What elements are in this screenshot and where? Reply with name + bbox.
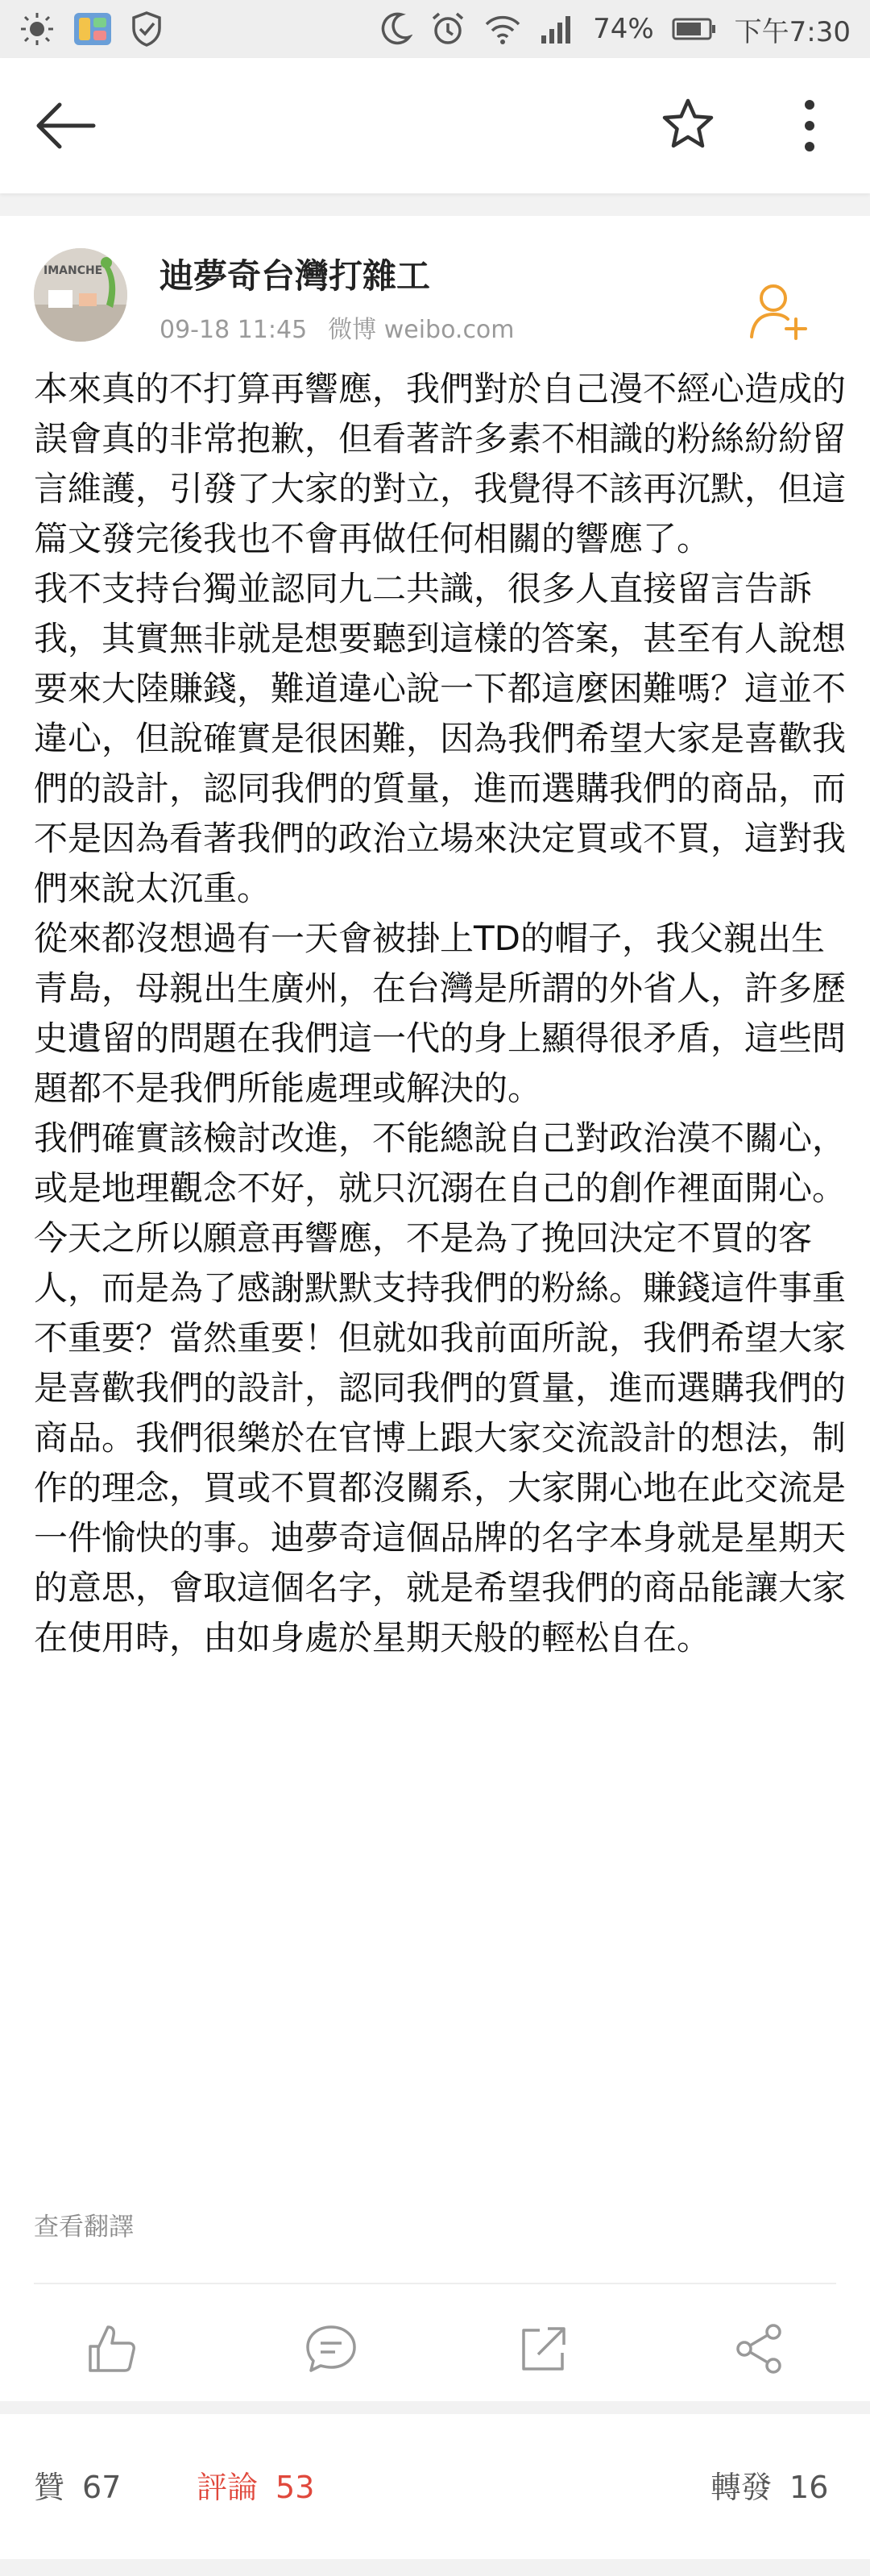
- alarm-icon: [430, 11, 466, 47]
- arrow-left-icon: [32, 100, 98, 151]
- author-name[interactable]: 迪夢奇台灣打雜工: [160, 256, 431, 296]
- reposts-tab[interactable]: [710, 2462, 828, 2507]
- post-paragraph: 本來真的不打算再響應，我們對於自己漫不經心造成的誤會真的非常抱歉，但看著許多素不相識的粉絲紛紛留言維護，引發了大家的對立，我覺得不該再沉默，但這篇文發完後我也不會再做任何相關的響應了。: [34, 369, 847, 558]
- post-paragraph: 從來都沒想過有一天會被掛上TD的帽子，我父親出生青島，母親出生廣州，在台灣是所謂的外省人，許多歷史遺留的問題在我們這一代的身上顯得很矛盾，這些問題都不是我們所能處理或解決的。: [34, 919, 847, 1108]
- battery-percent: 74%: [593, 13, 654, 45]
- favorite-button[interactable]: [661, 97, 715, 151]
- wifi-icon: [483, 13, 522, 45]
- share-button[interactable]: [731, 2321, 788, 2377]
- repost-icon: [516, 2321, 572, 2377]
- add-user-icon: [748, 280, 812, 342]
- likes-label: 贊: [34, 2470, 65, 2505]
- avatar-image: [34, 248, 127, 342]
- signal-icon: [540, 13, 575, 45]
- repost-button[interactable]: [516, 2321, 572, 2377]
- post-time: 09-18 11:45: [160, 316, 308, 344]
- post-content: [34, 364, 847, 1663]
- post-source: 微博 weibo.com: [328, 316, 515, 344]
- comment-icon: [303, 2321, 359, 2377]
- share-icon: [731, 2321, 788, 2377]
- more-vertical-icon: [789, 93, 830, 158]
- status-bar: [0, 0, 870, 58]
- star-icon: [661, 97, 715, 151]
- app-notification-icon: [72, 10, 113, 48]
- more-options-button[interactable]: [789, 93, 830, 158]
- avatar[interactable]: [34, 248, 127, 342]
- comments-label: 評論: [197, 2470, 259, 2505]
- back-button[interactable]: [32, 100, 98, 151]
- likes-count: 67: [82, 2470, 122, 2505]
- reposts-count: 16: [789, 2470, 829, 2505]
- follow-button[interactable]: [748, 280, 812, 342]
- divider: [34, 2283, 836, 2284]
- post-card: [0, 216, 870, 2401]
- thumbs-up-icon: [84, 2321, 140, 2377]
- likes-tab[interactable]: [34, 2462, 121, 2507]
- comment-button[interactable]: [303, 2321, 359, 2377]
- reposts-label: 轉發: [710, 2470, 773, 2505]
- brightness-icon: [19, 11, 55, 47]
- battery-icon: [672, 17, 717, 41]
- engagement-counts: [0, 2414, 870, 2559]
- clock: 下午7:30: [734, 15, 851, 48]
- post-paragraph: 我們確實該檢討改進，不能總說自己對政治漠不關心，或是地理觀念不好，就只沉溺在自己的創作裡面開心。今天之所以願意再響應，不是為了挽回決定不買的客人，而是為了感謝默默支持我們的粉絲。賺錢這件事重不重要？當然重要！但就如我前面所說，我們希望大家是喜歡我們的設計，認同我們的質量，進而選購我們的商品。我們很樂於在官博上跟大家交流設計的想法，制作的理念，買或不買都沒關系，大家開心地在此交流是一件愉快的事。迪夢奇這個品牌的名字本身就是星期天的意思，會取這個名字，就是希望我們的商品能讓大家在使用時，由如身處於星期天般的輕松自在。: [34, 1118, 847, 1657]
- post-meta: [160, 309, 515, 345]
- like-button[interactable]: [84, 2321, 140, 2377]
- post-paragraph: 我不支持台獨並認同九二共識，很多人直接留言告訴我，其實無非就是想要聽到這樣的答案，甚至有人說想要來大陸賺錢，難道違心說一下都這麼困難嗎？這並不違心，但說確實是很困難，因為我們希望大家是喜歡我們的設計，認同我們的質量，進而選購我們的商品，而不是因為看著我們的政治立場來決定買或不買，這對我們來說太沉重。: [34, 569, 847, 908]
- nav-bar: [0, 58, 870, 193]
- comments-tab[interactable]: [197, 2462, 314, 2507]
- avatar-logo-text: IMANCHE: [44, 264, 103, 277]
- translate-link[interactable]: 查看翻譯: [34, 2213, 134, 2242]
- shield-icon: [130, 10, 163, 48]
- moon-icon: [380, 11, 412, 47]
- comments-count: 53: [276, 2470, 315, 2505]
